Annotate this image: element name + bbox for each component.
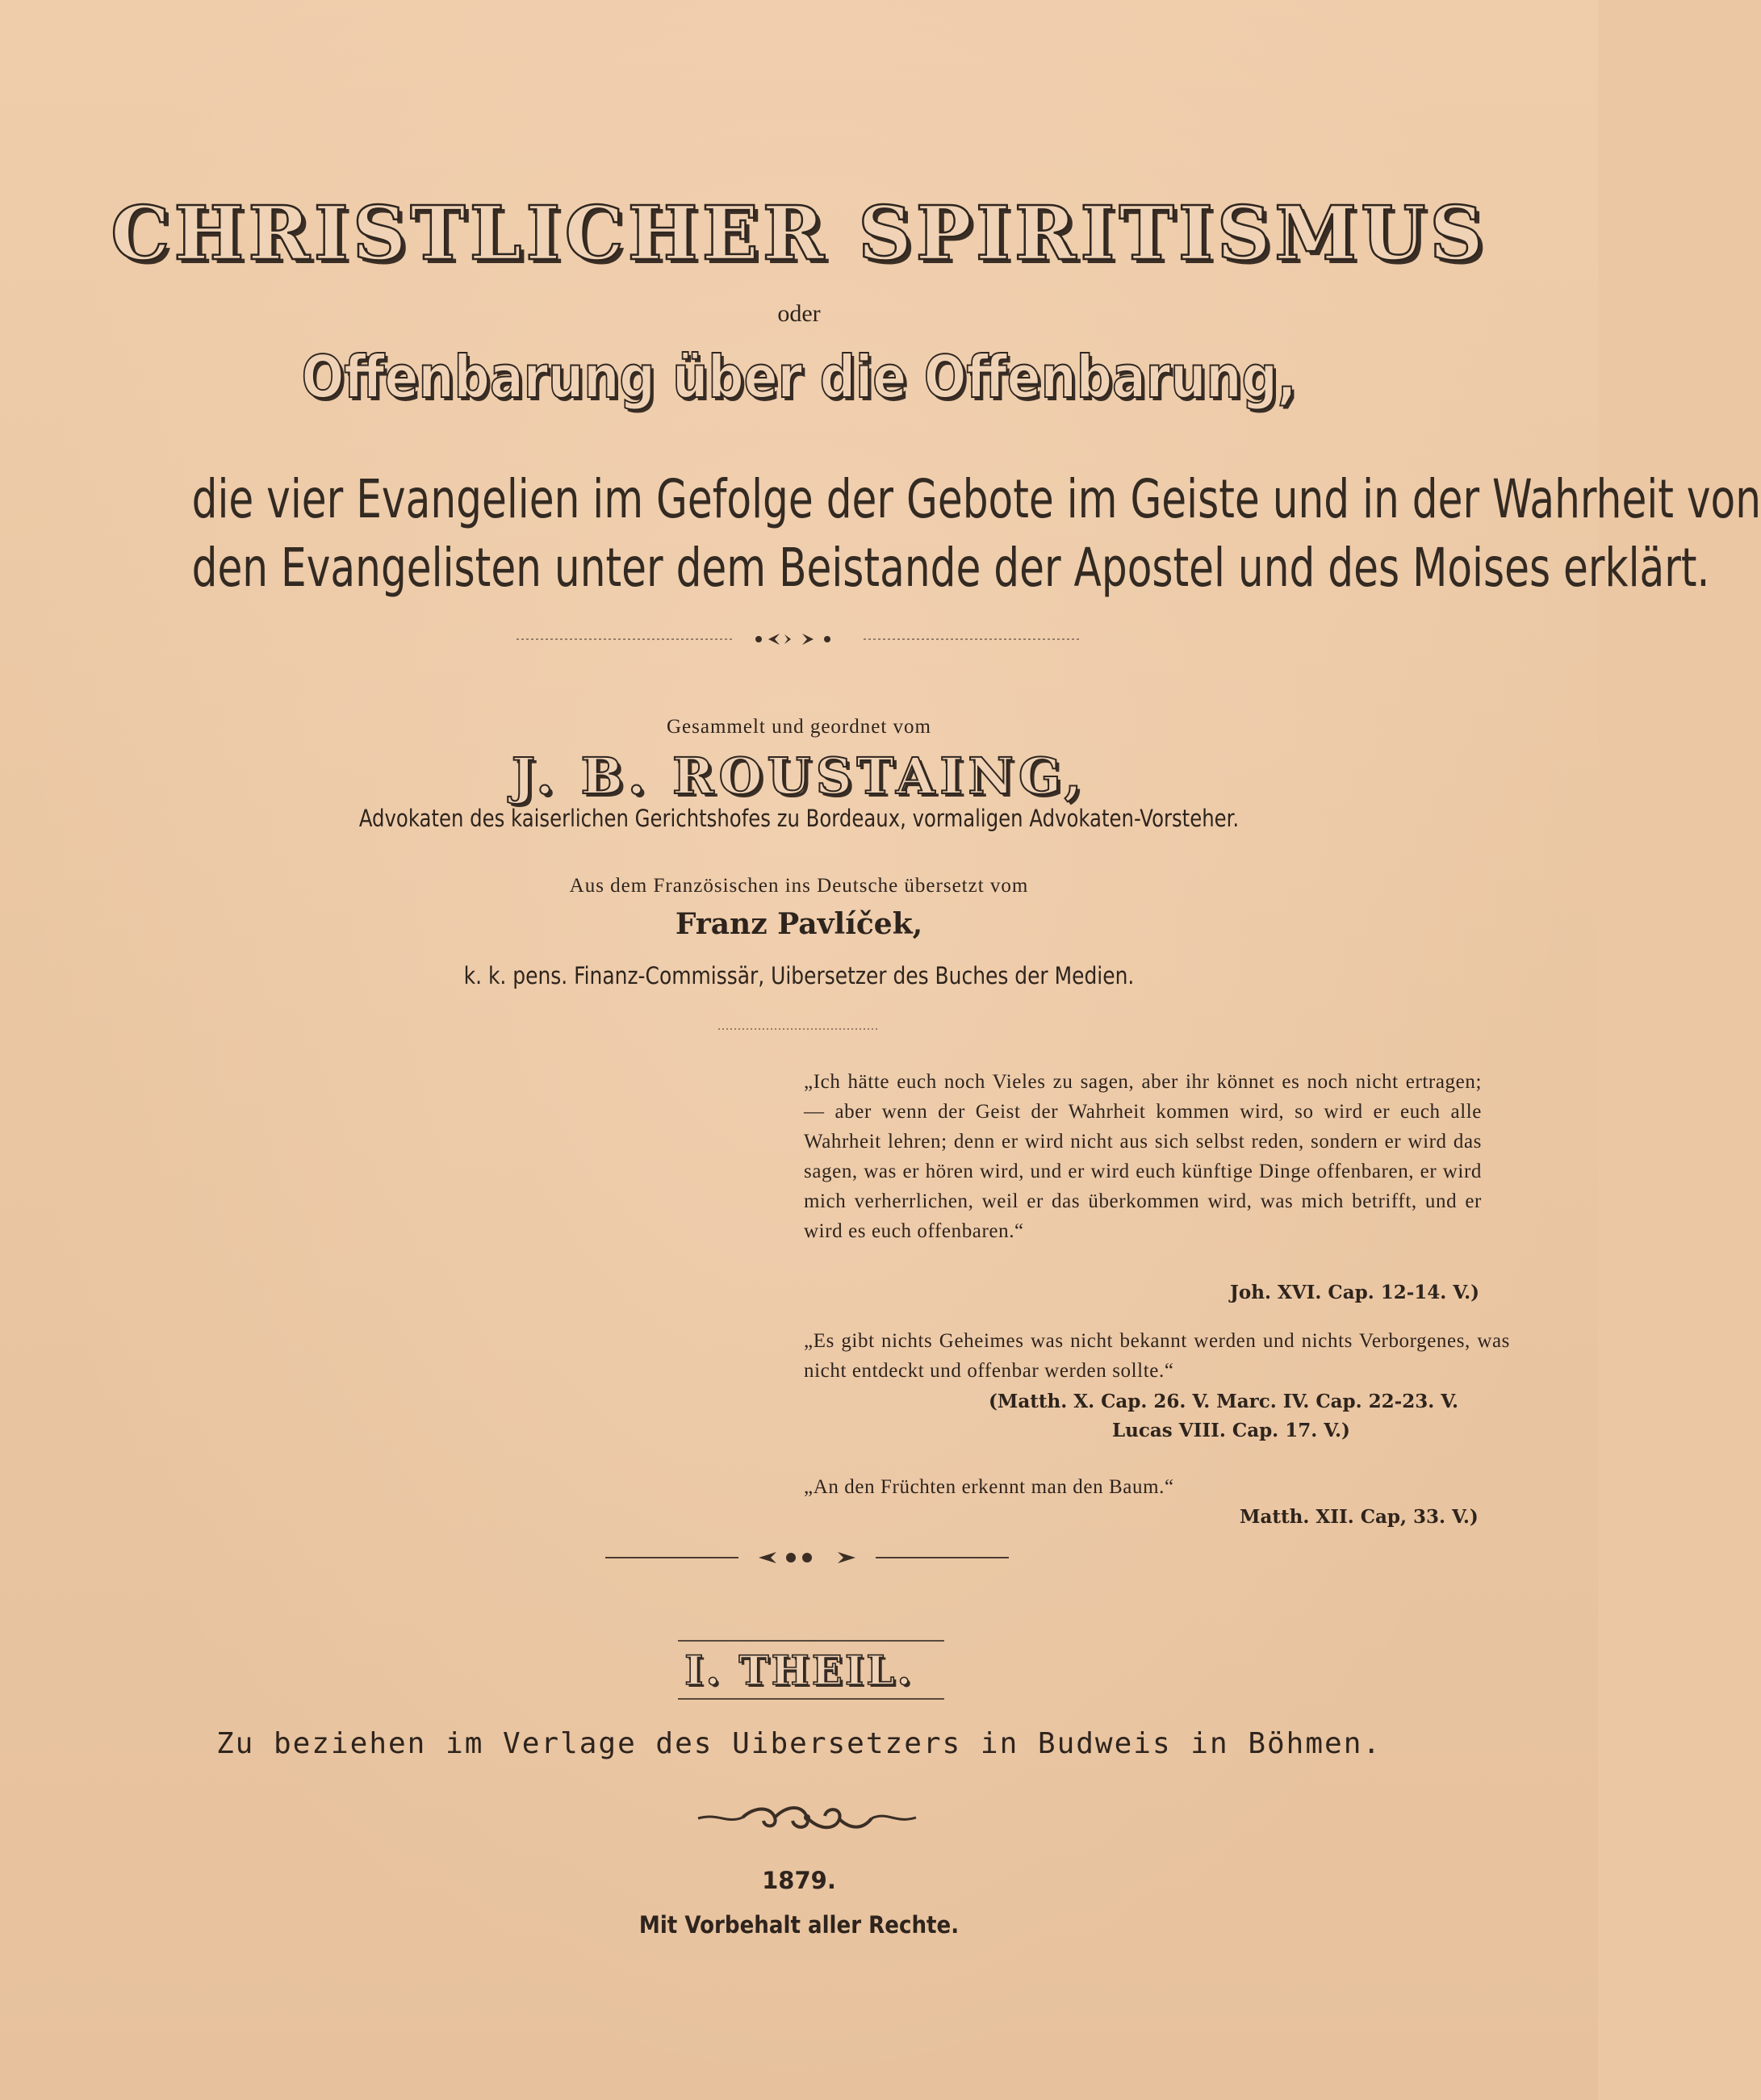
description-line-1: die vier Evangelien im Gefolge der Gebote im Geiste und in der Wahrheit von — [191, 468, 1761, 530]
epigraph-reference-3: Matth. XII. Cap, 33. V.) — [1240, 1506, 1479, 1528]
collected-by-label: Gesammelt und geordnet vom — [666, 716, 931, 738]
epigraph-quote-3: „An den Früchten erkennt man den Baum.“ — [804, 1476, 1174, 1498]
book-title: CHRISTLICHER SPIRITISMUS — [111, 190, 1487, 277]
divider-ornament — [605, 1546, 1009, 1570]
author-description: Advokaten des kaiserlichen Gerichtshofes zu Bordeaux, vormaligen Advokaten-Vorsteher. — [358, 805, 1240, 832]
publisher-line: Zu beziehen im Verlage des Uibersetzers in Budweis in Böhmen. — [215, 1727, 1382, 1760]
epigraph-reference-2b: Lucas VIII. Cap. 17. V.) — [1112, 1420, 1350, 1441]
author-name: J. B. ROUSTAING, — [511, 747, 1087, 805]
translated-by-label: Aus dem Französischen ins Deutsche übersetzt vom — [569, 875, 1029, 897]
epigraph-quote-1: „Ich hätte euch noch Vieles zu sagen, aber ihr könnet es noch nicht ertragen; — aber wenn der Geist der Wahrheit kommen wird, so wird er euch alle Wahrheit lehren; denn er wird nicht aus sich selbst reden, sondern er wird das sagen, was er hören wird, und er wird euch künftige Dinge offenbaren, er wird mich verherrlichen, weil er das überkommen wird, was mich betrifft, und er wird es euch offenbaren.“ — [804, 1071, 1482, 1242]
epigraph-reference-2a: (Matth. X. Cap. 26. V. Marc. IV. Cap. 22-23. V. — [989, 1391, 1459, 1412]
publication-year: 1879. — [762, 1867, 836, 1894]
epigraph-reference-1: Joh. XVI. Cap. 12-14. V.) — [1230, 1282, 1480, 1303]
part-label: I. THEIL. — [684, 1646, 914, 1694]
description-line-2: den Evangelisten unter dem Beistande der Apostel und des Moises erklärt. — [191, 537, 1710, 599]
scroll-flourish — [694, 1798, 920, 1839]
epigraph-quote-2: „Es gibt nichts Geheimes was nicht bekannt werden und nichts Verborgenes, was nicht entdeckt und offenbar werden sollte.“ — [804, 1330, 1510, 1382]
translator-name: Franz Pavlíček, — [675, 907, 923, 941]
book-subtitle: Offenbarung über die Offenbarung, — [301, 343, 1297, 411]
title-conjunction: oder — [777, 300, 821, 327]
divider-ornament — [517, 623, 1081, 655]
divider-ornament — [718, 1025, 880, 1033]
part-rule-bottom — [678, 1698, 944, 1700]
rights-notice: Mit Vorbehalt aller Rechte. — [638, 1911, 960, 1939]
translator-description: k. k. pens. Finanz-Commissär, Uibersetzer des Buches der Medien. — [463, 962, 1135, 989]
part-rule-top — [678, 1640, 944, 1642]
